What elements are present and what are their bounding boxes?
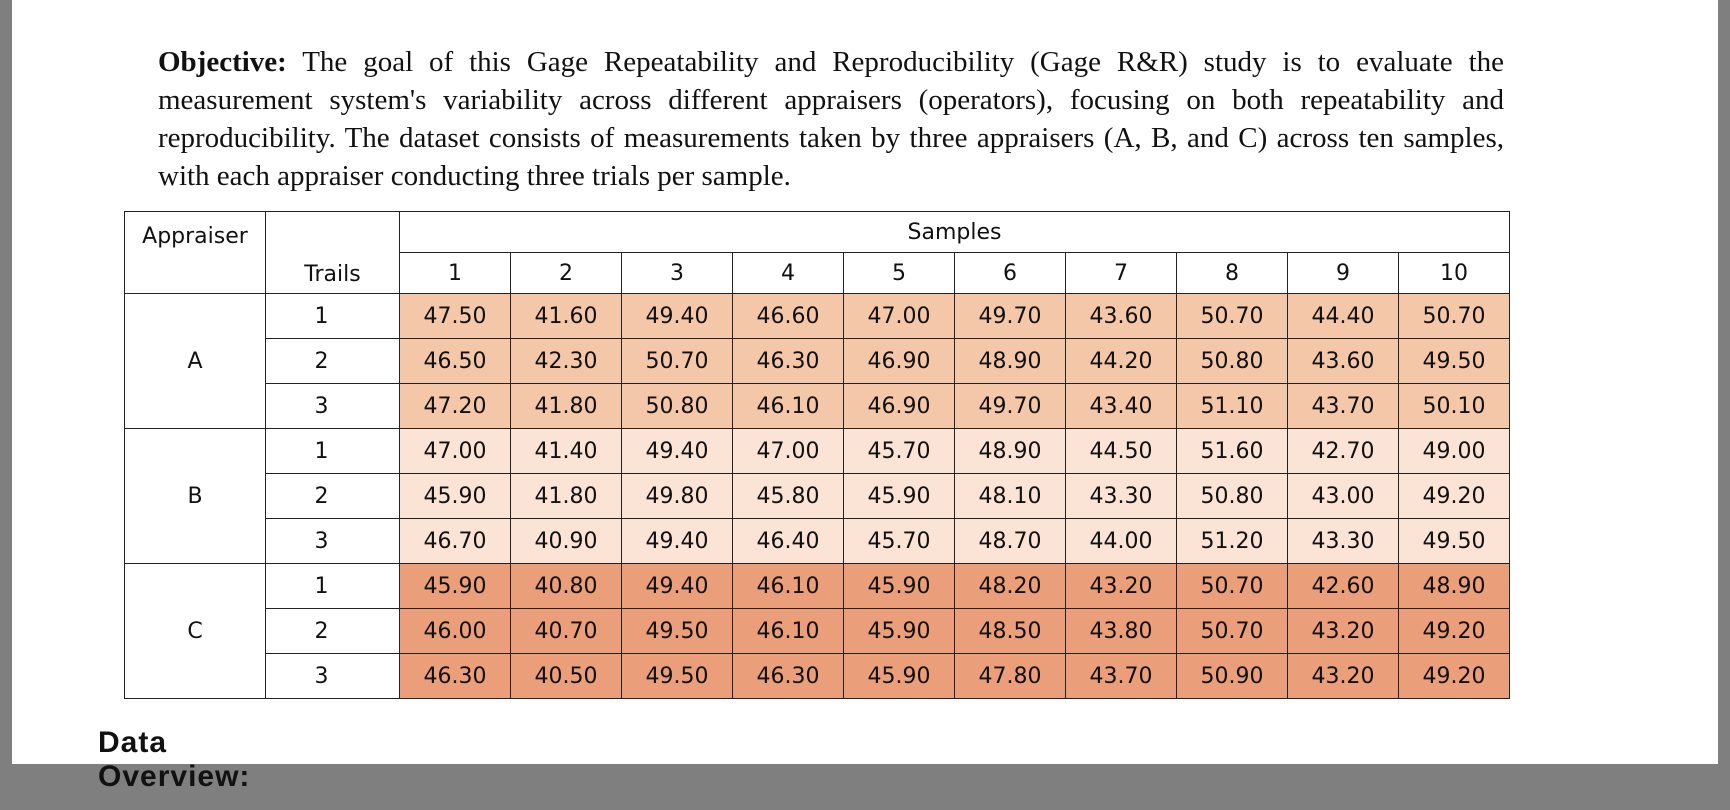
trial-cell: 1 (266, 429, 400, 474)
sample-number-header: 9 (1288, 253, 1399, 294)
measurement-cell: 47.00 (844, 294, 955, 339)
measurement-cell: 44.00 (1066, 519, 1177, 564)
measurement-cell: 40.50 (511, 654, 622, 699)
trial-cell: 2 (266, 474, 400, 519)
measurement-cell: 50.70 (1177, 609, 1288, 654)
measurement-cell: 47.20 (400, 384, 511, 429)
sample-number-header: 2 (511, 253, 622, 294)
measurement-cell: 50.70 (1177, 564, 1288, 609)
sample-number-header: 6 (955, 253, 1066, 294)
measurement-cell: 43.70 (1288, 384, 1399, 429)
measurement-cell: 43.40 (1066, 384, 1177, 429)
objective-label: Objective: (158, 46, 287, 78)
measurement-cell: 44.40 (1288, 294, 1399, 339)
measurement-cell: 49.50 (622, 609, 733, 654)
table-row (125, 339, 1510, 384)
next-section-heading-fragment: Data Overview: (98, 726, 251, 793)
measurement-cell: 50.70 (1399, 294, 1510, 339)
measurement-cell: 48.90 (1399, 564, 1510, 609)
measurement-cell: 43.20 (1288, 609, 1399, 654)
trial-cell: 1 (266, 294, 400, 339)
trial-cell: 2 (266, 339, 400, 384)
measurement-cell: 43.60 (1288, 339, 1399, 384)
measurement-cell: 45.70 (844, 429, 955, 474)
measurement-cell: 50.70 (622, 339, 733, 384)
trial-cell: 1 (266, 564, 400, 609)
measurement-cell: 45.90 (400, 564, 511, 609)
trial-cell: 2 (266, 609, 400, 654)
trial-cell: 3 (266, 654, 400, 699)
table-row (125, 429, 1510, 474)
measurement-cell: 42.30 (511, 339, 622, 384)
measurement-cell: 44.20 (1066, 339, 1177, 384)
samples-header: Samples (400, 212, 1510, 253)
trial-cell: 3 (266, 384, 400, 429)
measurement-cell: 46.10 (733, 384, 844, 429)
table-row (125, 609, 1510, 654)
measurement-cell: 49.20 (1399, 609, 1510, 654)
measurement-cell: 40.90 (511, 519, 622, 564)
measurement-cell: 40.70 (511, 609, 622, 654)
measurement-cell: 43.60 (1066, 294, 1177, 339)
sample-number-header: 1 (400, 253, 511, 294)
measurement-cell: 50.80 (1177, 339, 1288, 384)
measurement-cell: 51.10 (1177, 384, 1288, 429)
measurement-cell: 50.80 (1177, 474, 1288, 519)
document-page (12, 0, 1718, 793)
measurement-cell: 45.90 (844, 474, 955, 519)
measurement-cell: 51.20 (1177, 519, 1288, 564)
measurement-cell: 43.80 (1066, 609, 1177, 654)
gage-rr-data-table (124, 211, 1510, 699)
sample-number-header: 8 (1177, 253, 1288, 294)
measurement-cell: 43.70 (1066, 654, 1177, 699)
measurement-cell: 47.00 (733, 429, 844, 474)
appraiser-header: Appraiser (125, 212, 266, 294)
measurement-cell: 45.90 (844, 609, 955, 654)
measurement-cell: 46.10 (733, 609, 844, 654)
appraiser-cell: A (125, 294, 266, 429)
trails-header: Trails (266, 212, 400, 294)
measurement-cell: 49.70 (955, 384, 1066, 429)
measurement-cell: 49.20 (1399, 654, 1510, 699)
measurement-cell: 45.90 (844, 564, 955, 609)
table-row (125, 474, 1510, 519)
measurement-cell: 46.90 (844, 384, 955, 429)
measurement-cell: 45.90 (400, 474, 511, 519)
measurement-cell: 41.80 (511, 384, 622, 429)
sample-number-header: 10 (1399, 253, 1510, 294)
measurement-cell: 49.40 (622, 564, 733, 609)
measurement-cell: 49.80 (622, 474, 733, 519)
table-row (125, 564, 1510, 609)
sample-number-header: 7 (1066, 253, 1177, 294)
measurement-cell: 46.50 (400, 339, 511, 384)
table-row (125, 294, 1510, 339)
measurement-cell: 46.90 (844, 339, 955, 384)
measurement-cell: 42.70 (1288, 429, 1399, 474)
measurement-cell: 47.80 (955, 654, 1066, 699)
table-row (125, 384, 1510, 429)
measurement-cell: 46.30 (733, 654, 844, 699)
measurement-cell: 41.40 (511, 429, 622, 474)
measurement-cell: 45.90 (844, 654, 955, 699)
measurement-cell: 48.10 (955, 474, 1066, 519)
measurement-cell: 49.50 (1399, 339, 1510, 384)
measurement-cell: 50.80 (622, 384, 733, 429)
measurement-cell: 49.40 (622, 429, 733, 474)
measurement-cell: 46.40 (733, 519, 844, 564)
measurement-cell: 49.50 (1399, 519, 1510, 564)
measurement-cell: 46.30 (400, 654, 511, 699)
measurement-cell: 44.50 (1066, 429, 1177, 474)
measurement-cell: 49.00 (1399, 429, 1510, 474)
table-header-row-1 (125, 212, 1510, 253)
measurement-cell: 50.10 (1399, 384, 1510, 429)
measurement-cell: 43.20 (1066, 564, 1177, 609)
measurement-cell: 46.60 (733, 294, 844, 339)
objective-paragraph (158, 43, 1504, 195)
measurement-cell: 46.30 (733, 339, 844, 384)
table-row (125, 654, 1510, 699)
sample-number-header: 4 (733, 253, 844, 294)
appraiser-cell: B (125, 429, 266, 564)
table-row (125, 519, 1510, 564)
measurement-cell: 48.20 (955, 564, 1066, 609)
measurement-cell: 45.70 (844, 519, 955, 564)
measurement-cell: 47.50 (400, 294, 511, 339)
measurement-cell: 46.00 (400, 609, 511, 654)
measurement-cell: 48.50 (955, 609, 1066, 654)
measurement-cell: 41.60 (511, 294, 622, 339)
objective-text: The goal of this Gage Repeatability and Reproducibility (Gage R&R) study is to evaluate the measurement system's variability across different appraisers (operators), focusing on both repeatability and reproducibility. The dataset consists of measurements taken by three appraisers (A, B, and C) across ten samples, with each appraiser conducting three trials per sample. (158, 46, 1504, 192)
measurement-cell: 49.50 (622, 654, 733, 699)
measurement-cell: 50.90 (1177, 654, 1288, 699)
measurement-cell: 49.40 (622, 519, 733, 564)
sample-number-header: 3 (622, 253, 733, 294)
measurement-cell: 43.30 (1066, 474, 1177, 519)
measurement-cell: 46.70 (400, 519, 511, 564)
measurement-cell: 49.70 (955, 294, 1066, 339)
measurement-cell: 43.30 (1288, 519, 1399, 564)
measurement-cell: 48.70 (955, 519, 1066, 564)
measurement-cell: 49.40 (622, 294, 733, 339)
measurement-cell: 47.00 (400, 429, 511, 474)
measurement-cell: 41.80 (511, 474, 622, 519)
measurement-cell: 46.10 (733, 564, 844, 609)
measurement-cell: 51.60 (1177, 429, 1288, 474)
measurement-cell: 45.80 (733, 474, 844, 519)
measurement-cell: 43.00 (1288, 474, 1399, 519)
measurement-cell: 50.70 (1177, 294, 1288, 339)
measurement-cell: 48.90 (955, 339, 1066, 384)
measurement-cell: 48.90 (955, 429, 1066, 474)
trial-cell: 3 (266, 519, 400, 564)
appraiser-cell: C (125, 564, 266, 699)
measurement-cell: 43.20 (1288, 654, 1399, 699)
measurement-cell: 42.60 (1288, 564, 1399, 609)
measurement-cell: 40.80 (511, 564, 622, 609)
sample-number-header: 5 (844, 253, 955, 294)
measurement-cell: 49.20 (1399, 474, 1510, 519)
